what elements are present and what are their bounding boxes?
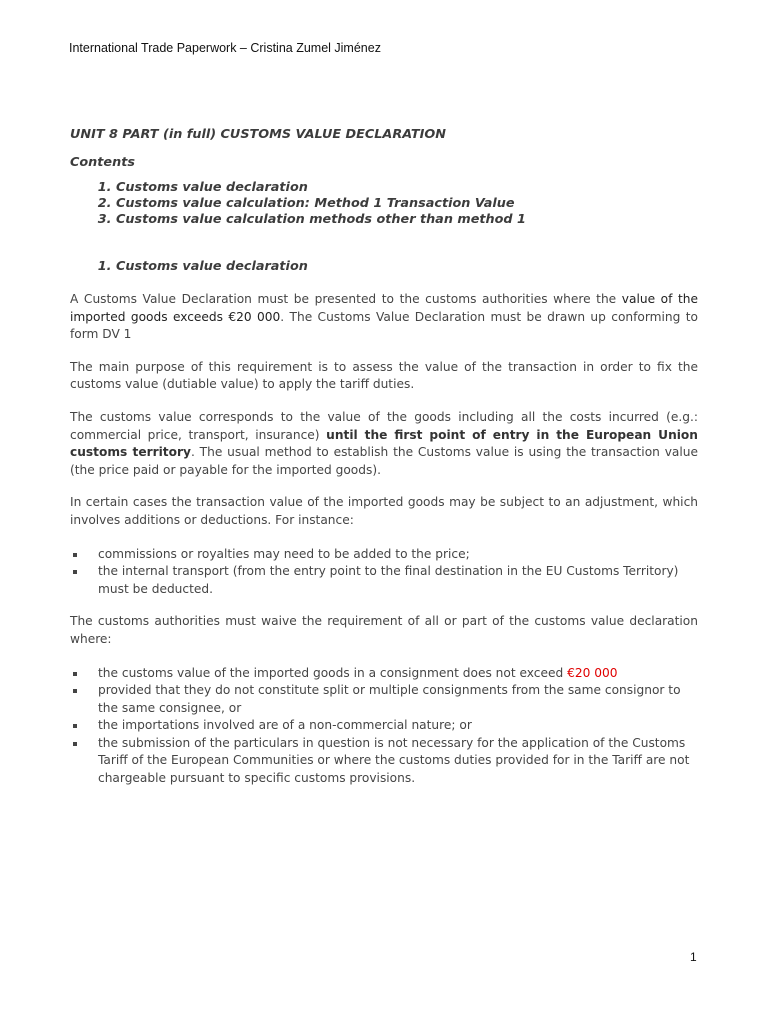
bullet-square-icon <box>73 553 77 557</box>
paragraph-1 <box>70 291 698 344</box>
toc-item: 1. Customs value declaration <box>116 180 698 196</box>
document-body <box>70 126 698 788</box>
bullet-square-icon <box>73 570 77 574</box>
list-item-text: provided that they do not constitute split or multiple consignments from the same consignor to the same consignee, or <box>98 683 681 715</box>
section-heading: 1. Customs value declaration <box>116 258 698 276</box>
bullet-square-icon <box>73 672 77 676</box>
toc-item: 2. Customs value calculation: Method 1 Transaction Value <box>116 196 698 212</box>
threshold-amount: €20 000 <box>567 665 618 680</box>
list-item <box>70 682 698 717</box>
section-heading-list <box>70 258 698 276</box>
paragraph-text: The customs value corresponds to the value of the goods including all the costs incurred (e.g.: commercial price, transport, insurance) <box>70 409 698 442</box>
bullet-square-icon <box>73 689 77 693</box>
unit-title: UNIT 8 PART (in full) CUSTOMS VALUE DECLARATION <box>70 127 446 142</box>
page-header: International Trade Paperwork – Cristina Zumel Jiménez <box>69 41 381 55</box>
bullet-square-icon <box>73 724 77 728</box>
paragraph-emphasis: value of the imported goods exceeds €20 000 <box>70 292 699 324</box>
list-item <box>70 735 698 788</box>
list-item-text: the internal transport (from the entry point to the final destination in the EU Customs Territory) must be deducted. <box>98 564 679 596</box>
list-item-text: commissions or royalties may need to be added to the price; <box>98 546 470 561</box>
contents-label: Contents <box>70 155 135 170</box>
paragraph-4: In certain cases the transaction value of the imported goods may be subject to an adjustment, which involves additions or deductions. For instance: <box>70 495 698 527</box>
paragraph-5: The customs authorities must waive the requirement of all or part of the customs value declaration where: <box>70 614 698 646</box>
paragraph-text: . The Customs Value Declaration must be drawn up conforming to form DV 1 <box>70 309 698 342</box>
paragraph-text: A Customs Value Declaration must be presented to the customs authorities where the <box>70 292 622 306</box>
list-item <box>70 546 698 564</box>
list-item <box>70 665 698 683</box>
list-item-text: the customs value of the imported goods in a consignment does not exceed <box>98 665 568 680</box>
paragraph-2: The main purpose of this requirement is to assess the value of the transaction in order to fix the customs value (dutiable value) to apply the tariff duties. <box>70 359 698 392</box>
paragraph-3 <box>70 409 698 479</box>
page-number: 1 <box>690 950 697 964</box>
list-item <box>70 563 698 598</box>
table-of-contents <box>70 180 698 228</box>
paragraph-bold: until the first point of entry in the European Union customs territory <box>70 427 698 460</box>
toc-item: 3. Customs value calculation methods other than method 1 <box>116 212 698 228</box>
bullet-square-icon <box>73 742 77 746</box>
list-item <box>70 717 698 735</box>
list-item-text: the submission of the particulars in question is not necessary for the application of the Customs Tariff of the European Communities or where the customs duties provided for in the Tariff are not chargeable pursuant to specific customs provisions. <box>98 735 690 786</box>
waiver-list <box>70 665 698 788</box>
paragraph-text: . The usual method to establish the Customs value is using the transaction value (the price paid or payable for the imported goods). <box>70 445 698 477</box>
adjustment-list <box>70 546 698 599</box>
list-item-text: the importations involved are of a non-commercial nature; or <box>98 718 472 733</box>
